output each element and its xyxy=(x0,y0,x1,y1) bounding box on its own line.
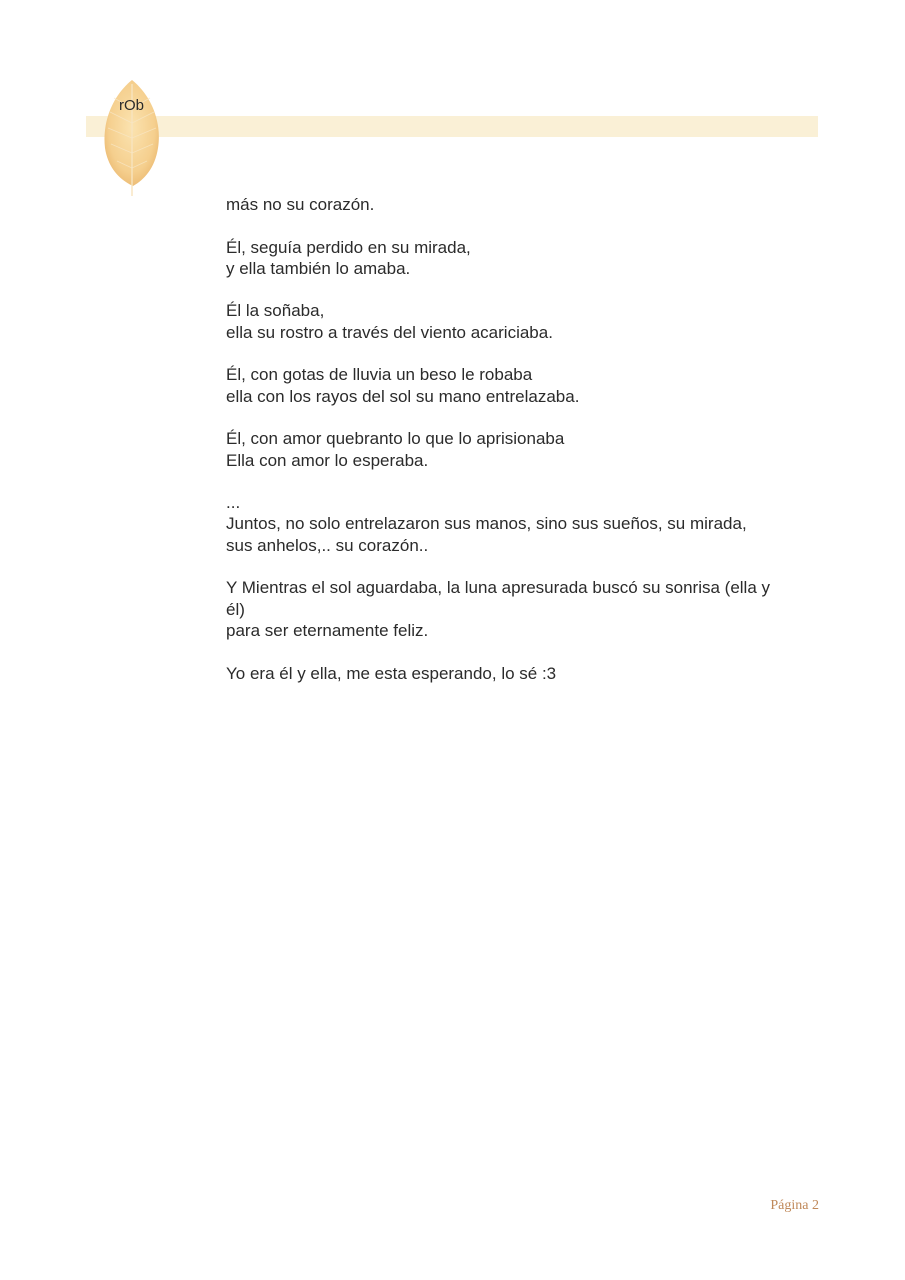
poem-line: Juntos, no solo entrelazaron sus manos, sino sus sueños, su mirada, xyxy=(226,514,747,534)
stanza xyxy=(226,428,818,471)
stanza xyxy=(226,364,818,407)
stanza xyxy=(226,663,818,684)
stanza xyxy=(226,492,818,556)
poem-line: para ser eternamente feliz. xyxy=(226,620,429,640)
poem-line: Y Mientras el sol aguardaba, la luna apresurada buscó su sonrisa (ella y xyxy=(226,578,770,598)
poem-line: Él, seguía perdido en su mirada, xyxy=(226,237,471,257)
stanza xyxy=(226,577,818,641)
poem-line: y ella también lo amaba. xyxy=(226,258,411,278)
poem-line: Él, con amor quebranto lo que lo aprisionaba xyxy=(226,429,565,449)
page-number: Página 2 xyxy=(770,1198,819,1213)
header-band xyxy=(86,116,818,137)
poem-line: Yo era él y ella, me esta esperando, lo sé :3 xyxy=(226,663,557,683)
stanza xyxy=(226,194,818,215)
poem-line: sus anhelos,.. su corazón.. xyxy=(226,535,429,555)
poem-body xyxy=(226,194,818,705)
stanza xyxy=(226,237,818,280)
poem-line: ... xyxy=(226,493,241,513)
poem-line: ella su rostro a través del viento acariciaba. xyxy=(226,322,553,342)
poem-line: Él la soñaba, xyxy=(226,301,325,321)
poem-line: ella con los rayos del sol su mano entrelazaba. xyxy=(226,386,580,406)
stanza xyxy=(226,300,818,343)
poem-line: Ella con amor lo esperaba. xyxy=(226,450,429,470)
poem-line: Él, con gotas de lluvia un beso le robaba xyxy=(226,365,533,385)
author-label: rOb xyxy=(119,97,145,114)
poem-line: él) xyxy=(226,599,245,619)
leaf-icon xyxy=(100,78,164,198)
poem-line: más no su corazón. xyxy=(226,195,375,214)
